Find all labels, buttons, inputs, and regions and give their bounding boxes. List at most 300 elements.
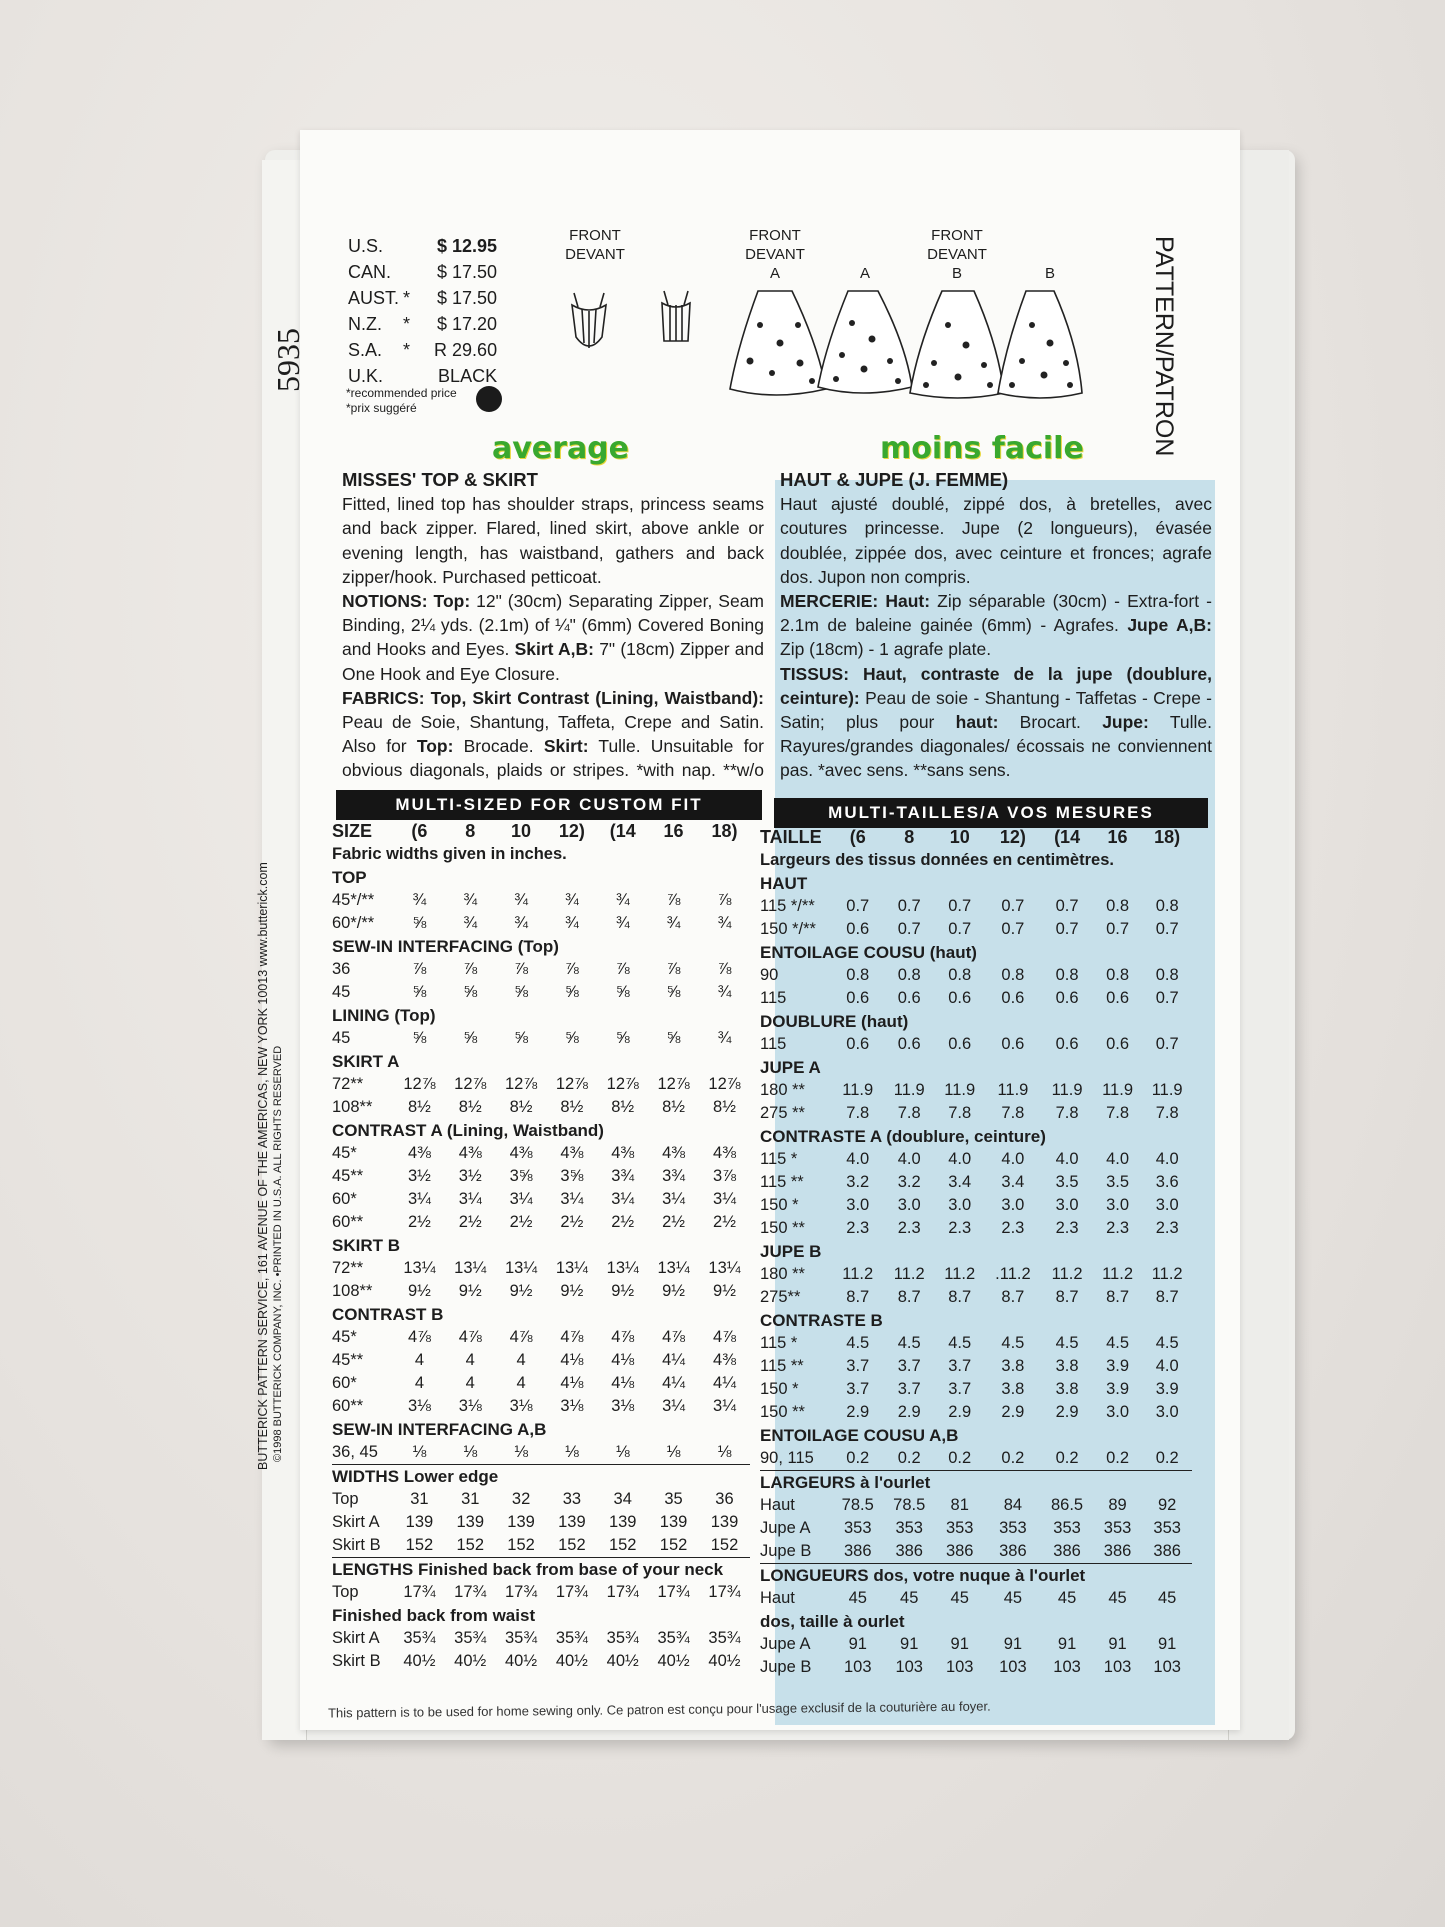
yardage-cell: 4 <box>516 1351 526 1369</box>
yardage-cell: 0.8 <box>1106 966 1130 984</box>
size-heading: (6 <box>849 827 866 847</box>
french-mercerie <box>780 589 1212 662</box>
yardage-cell: 4⅛ <box>611 1351 635 1369</box>
notions-top-text: 12" (30cm) Separating Zipper, Seam Binding, 2¼ yds. (2.1m) of ¼" (6mm) Covered Boning and Hooks and Eyes. <box>342 591 765 660</box>
yardage-cell: 45 <box>900 1589 919 1607</box>
fabric-width-label: 45 <box>332 1029 351 1047</box>
yardage-cell: 8½ <box>662 1098 686 1116</box>
yardage-cell: 152 <box>608 1536 637 1554</box>
yardage-cell: 3.5 <box>1106 1173 1130 1191</box>
yardage-row <box>332 1096 750 1119</box>
yardage-row <box>332 1349 750 1372</box>
yardage-row <box>332 1581 750 1604</box>
section-heading-row <box>332 1119 750 1142</box>
section-heading-row <box>760 1309 1192 1332</box>
english-description <box>342 468 764 807</box>
yardage-cell: 11.2 <box>1102 1265 1133 1283</box>
yardage-cell: 12⅞ <box>403 1075 436 1093</box>
fabric-width-label: 108** <box>332 1282 373 1300</box>
notions-top-label: Top: <box>433 591 471 612</box>
yardage-cell: 45 <box>1108 1589 1127 1607</box>
yardage-cell: 2.3 <box>948 1219 972 1237</box>
fabric-width-label: 60** <box>332 1397 364 1415</box>
fabric-width-label: 72** <box>332 1259 364 1277</box>
yardage-cell: 40½ <box>454 1652 487 1670</box>
yardage-cell: 11.2 <box>1151 1265 1183 1283</box>
devant-label: DEVANT <box>927 246 987 263</box>
yardage-cell: 3¼ <box>662 1190 686 1208</box>
fabric-width-label: Skirt B <box>332 1536 381 1554</box>
yardage-table-french <box>760 826 1192 1679</box>
yardage-cell: 3¼ <box>509 1190 533 1208</box>
yardage-row <box>760 1332 1192 1355</box>
price-row <box>348 286 501 312</box>
multi-sized-banner: MULTI-SIZED FOR CUSTOM FIT <box>336 790 762 820</box>
section-heading: TOP <box>332 868 367 887</box>
yardage-cell: 3.9 <box>1106 1357 1130 1375</box>
fabric-width-label: 45 <box>332 983 351 1001</box>
yardage-cell: 11.2 <box>842 1265 874 1283</box>
yardage-cell: 8.7 <box>948 1288 972 1306</box>
yardage-cell: 103 <box>945 1658 974 1676</box>
section-heading-row <box>760 1240 1192 1263</box>
pattern-patron-label: PATTERN/PATRON <box>1150 236 1178 457</box>
yardage-row <box>760 1286 1192 1309</box>
yardage-cell: 4⅜ <box>509 1144 533 1162</box>
yardage-cell: ⅞ <box>615 960 630 978</box>
yardage-cell: 4 <box>516 1374 526 1392</box>
fabric-width-label: 150 * <box>760 1196 799 1214</box>
price-row <box>348 338 501 364</box>
yardage-cell: 2½ <box>458 1213 482 1231</box>
yardage-cell: ⅝ <box>615 983 630 1001</box>
yardage-cell: ⅛ <box>666 1443 681 1461</box>
yardage-cell: 139 <box>507 1513 535 1531</box>
yardage-cell: 0.7 <box>897 897 921 915</box>
yardage-cell: 386 <box>945 1542 974 1560</box>
yardage-cell: 84 <box>1003 1496 1023 1514</box>
price-value: $ 17.50 <box>437 288 498 308</box>
skirt-a-back-drawing <box>818 291 912 393</box>
section-heading: Finished back from waist <box>332 1606 536 1625</box>
yardage-cell: 2½ <box>662 1213 686 1231</box>
yardage-cell: 4⅞ <box>611 1328 635 1346</box>
yardage-cell: 4⅞ <box>662 1328 686 1346</box>
yardage-cell: 45 <box>1003 1589 1023 1607</box>
yardage-cell: 8.7 <box>897 1288 921 1306</box>
price-value: R 29.60 <box>434 340 498 360</box>
yardage-cell: 4.5 <box>1155 1334 1179 1352</box>
yardage-cell: 0.6 <box>846 989 870 1007</box>
fabrics-text: Peau de Soie, Shantung, Taffeta, Crepe and Satin. Also for <box>342 712 764 757</box>
yardage-cell: 0.6 <box>1055 1035 1079 1053</box>
yardage-row <box>332 1511 750 1534</box>
yardage-cell: 3.7 <box>948 1357 972 1375</box>
yardage-row <box>332 912 750 935</box>
fabric-width-label: Top <box>332 1583 359 1601</box>
yardage-cell: 139 <box>405 1513 434 1531</box>
yardage-cell: ⅞ <box>463 960 478 978</box>
yardage-cell: 11.2 <box>1051 1265 1083 1283</box>
yardage-cell: ⅛ <box>463 1443 478 1461</box>
section-heading-row <box>332 1234 750 1257</box>
yardage-cell: 35 <box>664 1490 683 1508</box>
yardage-cell: 0.6 <box>1055 989 1079 1007</box>
yardage-cell: 17¾ <box>606 1583 639 1601</box>
yardage-cell: ⅝ <box>463 983 478 1001</box>
price-value: $ 12.95 <box>437 236 498 256</box>
yardage-cell: 103 <box>843 1658 872 1676</box>
yardage-row <box>760 1079 1192 1102</box>
price-row <box>348 260 501 286</box>
yardage-cell: 0.7 <box>846 897 870 915</box>
yardage-cell: 8½ <box>611 1098 635 1116</box>
yardage-cell: 3.0 <box>1155 1403 1179 1421</box>
section-heading-row <box>332 1558 750 1582</box>
yardage-cell: 3.9 <box>1106 1380 1130 1398</box>
mercerie-text: Zip séparable (30cm) - Extra-fort - 2.1m de baleine gainée (6mm) - Agrafes. <box>780 591 1212 636</box>
yardage-cell: 35¾ <box>657 1629 690 1647</box>
fabric-width-label: Jupe B <box>760 1542 812 1560</box>
yardage-cell: 7.8 <box>1001 1104 1025 1122</box>
price-list <box>348 234 501 390</box>
yardage-cell: 11.9 <box>893 1081 925 1099</box>
yardage-row <box>760 895 1192 918</box>
yardage-cell: 386 <box>1053 1542 1081 1560</box>
yardage-row <box>332 1188 750 1211</box>
yardage-cell: 35¾ <box>403 1629 436 1647</box>
yardage-cell: 3.0 <box>1001 1196 1025 1214</box>
view-label-skirt-a <box>740 226 810 283</box>
yardage-cell: 0.2 <box>1106 1449 1130 1467</box>
yardage-row <box>332 1027 750 1050</box>
yardage-cell: 103 <box>1053 1658 1081 1676</box>
yardage-cell: 0.7 <box>1001 920 1025 938</box>
yardage-cell: 3⅛ <box>560 1397 584 1415</box>
yardage-row <box>332 1142 750 1165</box>
yardage-cell: 40½ <box>657 1652 690 1670</box>
yardage-cell: ⅝ <box>514 1029 528 1047</box>
yardage-cell: 2.3 <box>1106 1219 1130 1237</box>
size-row <box>760 826 1192 849</box>
yardage-cell: 4¼ <box>662 1351 686 1369</box>
price-mark <box>403 260 414 286</box>
yardage-cell: 3¼ <box>407 1190 431 1208</box>
yardage-row <box>332 1280 750 1303</box>
section-heading: SEW-IN INTERFACING (Top) <box>332 937 559 956</box>
english-garment-text: Fitted, lined top has shoulder straps, princess seams and back zipper. Flared, lined skirt, above ankle or evening length, has waistband, gathers and back zipper/hook. Purchased petticoat. <box>342 494 764 587</box>
prix-suggere-note: *prix suggéré <box>346 401 417 415</box>
yardage-cell: 3.0 <box>948 1196 972 1214</box>
yardage-cell: 35¾ <box>505 1629 538 1647</box>
english-title: MISSES' TOP & SKIRT <box>342 469 538 490</box>
yardage-cell: 4⅛ <box>611 1374 635 1392</box>
tissus-jupe-label: Jupe: <box>1102 712 1149 733</box>
yardage-cell: ⅝ <box>666 983 681 1001</box>
black-dot-icon <box>476 386 502 412</box>
view-label-a-back: A <box>859 265 870 282</box>
tissus-label: TISSUS: Haut, contraste de la jupe (doublure, ceinture): <box>780 663 1212 708</box>
yardage-cell: ⅝ <box>565 983 579 1001</box>
yardage-cell: 353 <box>895 1519 923 1537</box>
yardage-cell: 8.7 <box>1001 1288 1025 1306</box>
yardage-cell: 4.0 <box>1106 1150 1130 1168</box>
fabric-width-label: 90, 115 <box>760 1449 814 1467</box>
size-heading: 12) <box>999 827 1026 847</box>
price-mark: * <box>403 340 411 360</box>
yardage-cell: ⅝ <box>666 1029 681 1047</box>
yardage-cell: 0.2 <box>1055 1449 1079 1467</box>
multi-tailles-banner: MULTI-TAILLES/A VOS MESURES <box>774 798 1208 828</box>
price-row <box>348 312 501 338</box>
yardage-cell: ⅝ <box>615 1029 630 1047</box>
size-heading: 16 <box>663 821 684 841</box>
yardage-cell: 3.9 <box>1155 1380 1179 1398</box>
section-heading-row <box>332 1465 750 1489</box>
yardage-row <box>332 958 750 981</box>
yardage-cell: 0.7 <box>1055 897 1079 915</box>
section-heading-row <box>760 1564 1192 1588</box>
fabric-width-label: 115 <box>760 989 787 1007</box>
yardage-cell: 40½ <box>555 1652 588 1670</box>
yardage-row <box>760 987 1192 1010</box>
yardage-cell: 91 <box>1057 1635 1077 1653</box>
view-label-skirt-b <box>922 226 992 283</box>
price-country: U.S. <box>348 236 384 256</box>
fabric-width-label: 45** <box>332 1351 364 1369</box>
yardage-cell: 3⅞ <box>713 1167 736 1185</box>
yardage-cell: ⅝ <box>463 1029 478 1047</box>
section-heading-row <box>332 866 750 889</box>
yardage-cell: 4.5 <box>846 1334 870 1352</box>
yardage-cell: 3¼ <box>713 1190 736 1208</box>
section-heading: CONTRASTE A (doublure, ceinture) <box>760 1127 1046 1146</box>
yardage-cell: 353 <box>999 1519 1027 1537</box>
yardage-row <box>760 1633 1192 1656</box>
yardage-cell: 0.6 <box>948 1035 972 1053</box>
yardage-cell: 0.6 <box>1001 989 1025 1007</box>
yardage-cell: 9½ <box>458 1282 482 1300</box>
yardage-cell: 0.6 <box>1106 1035 1130 1053</box>
yardage-cell: 13¼ <box>708 1259 741 1277</box>
yardage-cell: ¾ <box>717 983 732 1001</box>
yardage-cell: 92 <box>1157 1496 1177 1514</box>
yardage-cell: 11.2 <box>944 1265 976 1283</box>
yardage-cell: ¾ <box>463 891 478 909</box>
fabric-width-label: 45*/** <box>332 891 375 909</box>
fabric-width-label: 115 */** <box>760 897 815 915</box>
fabric-width-label: 150 ** <box>760 1403 805 1421</box>
yardage-cell: 9½ <box>407 1282 431 1300</box>
yardage-cell: 12⅞ <box>606 1075 639 1093</box>
yardage-row <box>760 1263 1192 1286</box>
yardage-cell: 4⅞ <box>458 1328 482 1346</box>
yardage-row <box>332 1211 750 1234</box>
yardage-cell: 3½ <box>458 1167 482 1185</box>
yardage-cell: 4 <box>414 1374 424 1392</box>
yardage-cell: 0.8 <box>1055 966 1079 984</box>
yardage-cell: 3⅛ <box>458 1397 482 1415</box>
yardage-cell: 2.9 <box>1001 1403 1025 1421</box>
yardage-cell: 152 <box>405 1536 434 1554</box>
yardage-row <box>760 1401 1192 1424</box>
yardage-row <box>332 981 750 1004</box>
yardage-cell: 3¼ <box>611 1190 635 1208</box>
yardage-cell: 3.7 <box>897 1380 921 1398</box>
yardage-cell: 2.3 <box>1055 1219 1079 1237</box>
yardage-cell: 12⅞ <box>657 1075 690 1093</box>
fabric-width-label: 150 ** <box>760 1219 805 1237</box>
yardage-cell: 11.9 <box>1051 1081 1083 1099</box>
yardage-cell: ⅞ <box>717 891 732 909</box>
yardage-cell: 7.8 <box>1155 1104 1179 1122</box>
yardage-cell: 8.7 <box>1155 1288 1179 1306</box>
yardage-cell: 31 <box>461 1490 480 1508</box>
size-heading: 8 <box>465 821 476 841</box>
yardage-cell: 0.6 <box>1001 1035 1025 1053</box>
mercerie-label: MERCERIE: Haut: <box>780 591 931 612</box>
yardage-cell: 3.0 <box>1106 1403 1130 1421</box>
yardage-cell: ⅞ <box>717 960 732 978</box>
yardage-cell: 81 <box>950 1496 969 1514</box>
skirt-b-front-drawing <box>910 291 1004 398</box>
yardage-row <box>760 1378 1192 1401</box>
yardage-cell: 3.7 <box>897 1357 921 1375</box>
section-heading: SEW-IN INTERFACING A,B <box>332 1420 547 1439</box>
yardage-row <box>332 1372 750 1395</box>
yardage-cell: 3.0 <box>1155 1196 1179 1214</box>
french-garment-text: Haut ajusté doublé, zippé dos, à bretelles, avec coutures princesse. Jupe (2 longueurs), évasée doublée, zippée dos, avec ceinture et fronces; agrafe dos. Jupon non compris. <box>780 494 1212 587</box>
yardage-cell: 17¾ <box>708 1583 741 1601</box>
yardage-cell: 3⅛ <box>509 1397 533 1415</box>
size-heading: 8 <box>904 827 915 847</box>
section-heading-row <box>760 1125 1192 1148</box>
front-label: FRONT <box>931 227 983 244</box>
fabric-width-label: 180 ** <box>760 1265 805 1283</box>
yardage-cell: 0.7 <box>897 920 921 938</box>
yardage-cell: 4¼ <box>713 1374 736 1392</box>
yardage-row <box>760 1171 1192 1194</box>
tissus-haut-label: haut: <box>955 712 999 733</box>
yardage-cell: 2½ <box>560 1213 584 1231</box>
front-label: FRONT <box>569 227 621 244</box>
yardage-cell: 3¼ <box>458 1190 482 1208</box>
section-heading-row <box>760 1010 1192 1033</box>
fabrics-skirt-label: Skirt: <box>543 736 589 757</box>
yardage-cell: 3¼ <box>560 1190 584 1208</box>
yardage-cell: 4⅜ <box>713 1351 736 1369</box>
copyright-line: ©1998 BUTTERICK COMPANY, INC. •PRINTED IN U.S.A. ALL RIGHTS RESERVED <box>272 1045 284 1462</box>
yardage-cell: 139 <box>608 1513 637 1531</box>
section-heading-row <box>332 1050 750 1073</box>
yardage-cell: 3⅝ <box>509 1167 533 1185</box>
yardage-row <box>760 1447 1192 1471</box>
size-heading: 18) <box>711 821 738 841</box>
yardage-row <box>760 1494 1192 1517</box>
yardage-cell: 0.6 <box>846 920 870 938</box>
price-country: U.K. <box>348 366 384 386</box>
yardage-cell: ⅝ <box>514 983 528 1001</box>
yardage-cell: 91 <box>900 1635 919 1653</box>
yardage-cell: 103 <box>1153 1658 1181 1676</box>
yardage-cell: 3¾ <box>611 1167 635 1185</box>
price-mark: * <box>403 314 411 334</box>
section-heading-row <box>760 1471 1192 1495</box>
price-mark <box>403 234 414 260</box>
yardage-cell: ⅞ <box>412 960 427 978</box>
yardage-cell: 4⅛ <box>560 1374 584 1392</box>
yardage-cell: 33 <box>562 1490 582 1508</box>
yardage-cell: 0.6 <box>948 989 972 1007</box>
section-heading: CONTRASTE B <box>760 1311 883 1330</box>
yardage-cell: 17¾ <box>555 1583 588 1601</box>
fabric-width-label: Top <box>332 1490 359 1508</box>
yardage-cell: 353 <box>1153 1519 1181 1537</box>
price-country: N.Z. <box>348 314 382 334</box>
yardage-cell: 2½ <box>713 1213 736 1231</box>
yardage-cell: 9½ <box>611 1282 635 1300</box>
price-value: $ 17.50 <box>437 262 498 282</box>
yardage-cell: 8½ <box>509 1098 533 1116</box>
yardage-cell: ¾ <box>615 891 630 909</box>
yardage-cell: ¾ <box>666 914 681 932</box>
yardage-cell: 103 <box>999 1658 1027 1676</box>
yardage-cell: 2.3 <box>1155 1219 1179 1237</box>
yardage-row <box>332 1441 750 1465</box>
yardage-cell: ¾ <box>412 891 427 909</box>
view-a-label: A <box>769 265 780 282</box>
price-mark: * <box>403 288 411 308</box>
yardage-cell: 0.6 <box>1106 989 1130 1007</box>
devant-label: DEVANT <box>565 246 625 263</box>
yardage-cell: 4.0 <box>1155 1150 1179 1168</box>
yardage-cell: 8.7 <box>846 1288 870 1306</box>
size-row <box>332 820 750 843</box>
yardage-cell: 3½ <box>407 1167 431 1185</box>
yardage-cell: 152 <box>710 1536 739 1554</box>
yardage-cell: ¾ <box>717 914 732 932</box>
yardage-cell: 4.0 <box>846 1150 870 1168</box>
yardage-row <box>332 1488 750 1511</box>
fabrics-label: FABRICS: Top, Skirt Contrast (Lining, Waistband): <box>342 687 764 708</box>
yardage-cell: ⅛ <box>615 1443 630 1461</box>
yardage-cell: 9½ <box>509 1282 533 1300</box>
yardage-cell: 8½ <box>560 1098 584 1116</box>
yardage-row <box>760 1517 1192 1540</box>
yardage-row <box>760 1148 1192 1171</box>
yardage-cell: 3.8 <box>1001 1380 1025 1398</box>
section-heading-row <box>332 1418 750 1441</box>
yardage-cell: 9½ <box>560 1282 584 1300</box>
yardage-cell: 4.5 <box>1001 1334 1025 1352</box>
yardage-cell: ⅝ <box>412 983 427 1001</box>
yardage-cell: 11.9 <box>1151 1081 1183 1099</box>
yardage-cell: 4⅞ <box>713 1328 736 1346</box>
size-heading: (14 <box>609 821 636 841</box>
yardage-cell: 4⅛ <box>560 1351 584 1369</box>
garment-illustrations <box>560 285 1090 400</box>
section-heading: SKIRT B <box>332 1236 400 1255</box>
size-heading: 12) <box>558 821 585 841</box>
fabric-width-label: 45* <box>332 1328 357 1346</box>
yardage-cell: 0.8 <box>948 966 972 984</box>
fabric-width-label: 115 <box>760 1035 787 1053</box>
section-heading: CONTRAST A (Lining, Waistband) <box>332 1121 604 1140</box>
yardage-cell: 31 <box>410 1490 429 1508</box>
yardage-cell: 4⅞ <box>560 1328 584 1346</box>
fabric-width-label: 115 ** <box>760 1357 804 1375</box>
yardage-cell: 4.5 <box>1055 1334 1079 1352</box>
